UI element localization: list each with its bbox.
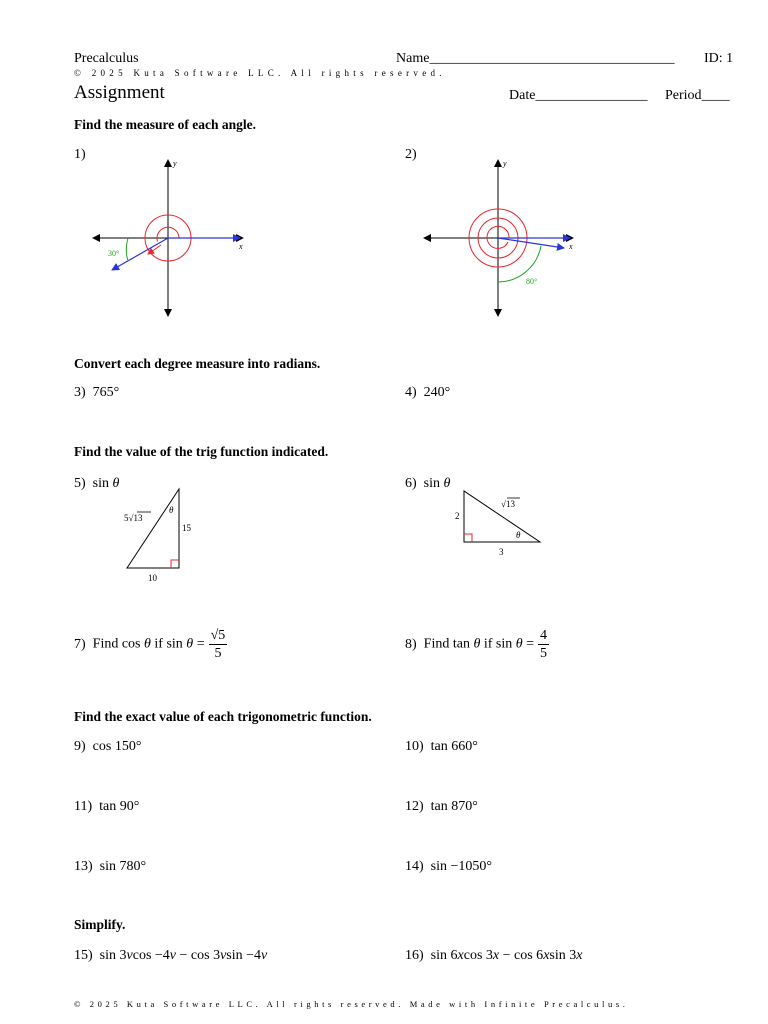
period-line: ____ <box>701 88 730 103</box>
date-label: Date <box>509 88 536 103</box>
problem-13 <box>74 859 146 875</box>
problem-14-text: sin −1050° <box>430 859 493 874</box>
denominator: 5 <box>214 646 222 661</box>
footer-copyright: © 2025 Kuta Software LLC. All rights reserved. Made with Infinite Precalculus. <box>74 999 629 1009</box>
expr-var: v <box>261 948 268 963</box>
expr-part: cos −4 <box>132 948 170 963</box>
right-angle-mark <box>171 560 179 568</box>
problem-4-number: 4) <box>405 385 417 400</box>
problem-8-mid: if sin <box>483 636 513 652</box>
problem-8-eq: = <box>526 636 535 652</box>
problem-6-var: θ <box>443 476 451 491</box>
problem-7-var2: θ <box>186 636 194 652</box>
expr-var: x <box>457 948 464 963</box>
hypotenuse-label: 5√13 <box>124 513 143 523</box>
base-label: 3 <box>499 547 504 557</box>
course-name: Precalculus <box>74 51 139 66</box>
problem-1-number: 1) <box>74 147 86 162</box>
section-exact-values: Find the exact value of each trigonometric function. <box>74 709 372 724</box>
triangle-figure-1 <box>110 482 210 587</box>
problem-8-number: 8) <box>405 636 417 652</box>
figure-2-angle <box>420 155 590 325</box>
problem-16 <box>405 948 582 964</box>
expr-var: v <box>220 948 227 963</box>
name-field[interactable] <box>396 51 674 67</box>
expr-part: sin 3 <box>99 948 127 963</box>
period-label: Period <box>665 88 702 103</box>
fraction <box>209 627 228 662</box>
problem-16-number: 16) <box>405 948 424 963</box>
triangle <box>127 489 179 568</box>
reference-angle-arc <box>126 238 128 261</box>
problem-6-fn: sin <box>423 476 441 491</box>
expr-var: x <box>576 948 583 963</box>
problem-8 <box>405 627 549 662</box>
problem-9 <box>74 739 141 755</box>
numerator: √5 <box>210 628 226 643</box>
expr-part: sin 3 <box>549 948 577 963</box>
problem-8-var2: θ <box>515 636 523 652</box>
problem-12-number: 12) <box>405 799 424 814</box>
side-label: 2 <box>455 511 460 521</box>
expr-part: − cos 6 <box>499 948 544 963</box>
problem-7 <box>74 627 227 662</box>
problem-10-text: tan 660° <box>430 739 478 754</box>
problem-8-var: θ <box>473 636 481 652</box>
problem-13-text: sin 780° <box>99 859 147 874</box>
problem-5-var: θ <box>112 476 120 491</box>
id-label: ID: 1 <box>704 51 734 66</box>
triangle-figure-2 <box>450 490 550 560</box>
problem-9-text: cos 150° <box>92 739 142 754</box>
date-line: ________________ <box>535 88 648 103</box>
section-simplify: Simplify. <box>74 917 126 932</box>
section-trig-value: Find the value of the trig function indicated. <box>74 444 329 459</box>
right-angle-mark <box>464 534 472 542</box>
hypotenuse-label: √13 <box>501 499 515 509</box>
copyright-top: © 2025 Kuta Software LLC. All rights reserved. <box>74 68 446 78</box>
problem-3 <box>74 385 119 401</box>
expr-part: sin −4 <box>226 948 262 963</box>
section-angles: Find the measure of each angle. <box>74 117 256 132</box>
problem-7-pre: Find cos <box>92 636 141 652</box>
problem-3-number: 3) <box>74 385 86 400</box>
problem-10-number: 10) <box>405 739 424 754</box>
problem-7-number: 7) <box>74 636 86 652</box>
angle-label: 30° <box>108 249 120 258</box>
problem-2-number: 2) <box>405 147 417 162</box>
problem-6-number: 6) <box>405 476 417 491</box>
name-line: ___________________________________ <box>429 51 675 66</box>
problem-11 <box>74 799 139 815</box>
problem-11-text: tan 90° <box>99 799 140 814</box>
problem-15-number: 15) <box>74 948 93 963</box>
angle-label: 80° <box>526 277 538 286</box>
problem-12-text: tan 870° <box>430 799 478 814</box>
expr-var: v <box>126 948 133 963</box>
problem-14 <box>405 859 492 875</box>
page-title: Assignment <box>74 82 165 103</box>
problem-10 <box>405 739 478 755</box>
expr-var: x <box>492 948 500 963</box>
denominator: 5 <box>540 646 548 661</box>
figure-1-angle <box>90 155 260 325</box>
section-radians: Convert each degree measure into radians. <box>74 356 321 371</box>
problem-7-mid: if sin <box>154 636 183 652</box>
expr-part: sin 6 <box>430 948 458 963</box>
problem-5-number: 5) <box>74 476 86 491</box>
axis-label-y: y <box>173 159 177 168</box>
expr-part: − cos 3 <box>176 948 221 963</box>
axis-label-x: x <box>569 242 573 251</box>
problem-14-number: 14) <box>405 859 424 874</box>
problem-15 <box>74 948 267 964</box>
base-label: 10 <box>148 573 157 583</box>
problem-7-var: θ <box>144 636 151 652</box>
problem-13-number: 13) <box>74 859 93 874</box>
problem-5-fn: sin <box>92 476 110 491</box>
problem-9-number: 9) <box>74 739 86 754</box>
problem-8-pre: Find tan <box>423 636 470 652</box>
problem-6 <box>405 476 450 492</box>
period-field[interactable] <box>665 88 730 104</box>
problem-12 <box>405 799 478 815</box>
problem-4-text: 240° <box>423 385 451 400</box>
theta-label: θ <box>516 530 521 540</box>
terminal-ray <box>112 238 168 270</box>
problem-11-number: 11) <box>74 799 93 814</box>
numerator: 4 <box>540 628 548 643</box>
date-field[interactable] <box>509 88 647 104</box>
problem-3-text: 765° <box>92 385 120 400</box>
fraction <box>538 627 549 662</box>
name-label: Name <box>396 51 430 66</box>
expr-part: cos 3 <box>463 948 493 963</box>
problem-7-eq: = <box>196 636 205 652</box>
expr-var: v <box>169 948 177 963</box>
expr-var: x <box>543 948 550 963</box>
axis-label-y: y <box>503 159 507 168</box>
theta-label: θ <box>169 505 174 515</box>
problem-4 <box>405 385 450 401</box>
side-label: 15 <box>182 523 191 533</box>
axis-label-x: x <box>239 242 243 251</box>
